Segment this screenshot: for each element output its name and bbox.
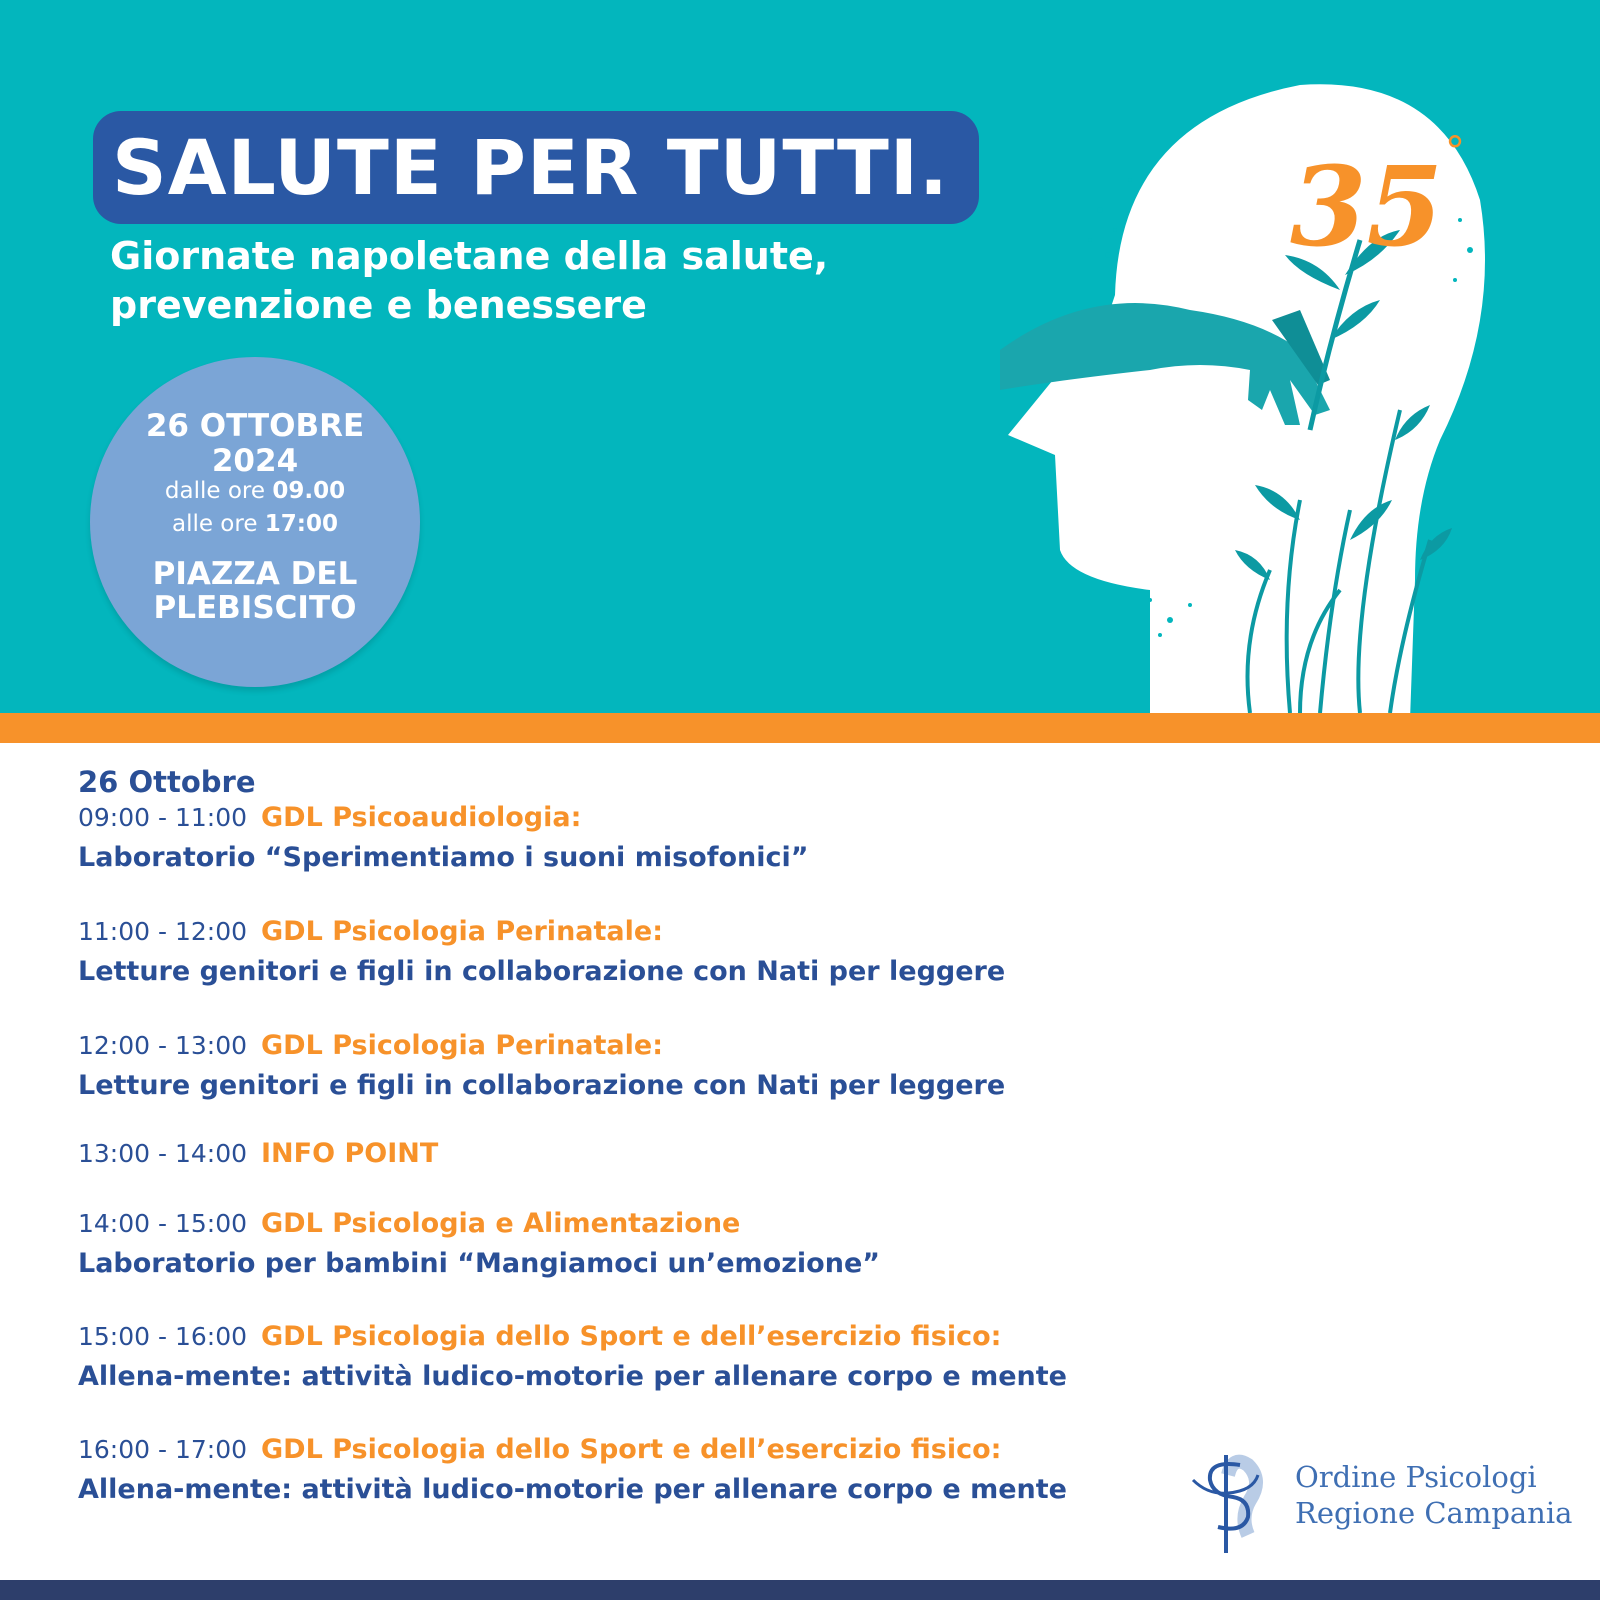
schedule-group: GDL Psicologia e Alimentazione	[261, 1208, 741, 1239]
schedule-time: 16:00 - 17:00	[78, 1435, 248, 1464]
schedule-item	[78, 800, 1198, 877]
logo-text	[1295, 1459, 1572, 1531]
schedule-time: 09:00 - 11:00	[78, 803, 248, 832]
schedule-time: 15:00 - 16:00	[78, 1322, 248, 1351]
event-place-line-2: PLEBISCITO	[153, 590, 357, 626]
orange-divider	[0, 713, 1600, 743]
schedule-item	[78, 1206, 1198, 1283]
subtitle	[110, 232, 930, 330]
event-end-time	[90, 510, 420, 538]
schedule-activity: Letture genitori e figli in collaborazione con Nati per leggere	[78, 1070, 1006, 1101]
event-date	[90, 409, 420, 479]
schedule-activity: Laboratorio per bambini “Mangiamoci un’emozione”	[78, 1248, 880, 1279]
schedule-item	[78, 1136, 1198, 1175]
subtitle-line-2: prevenzione e benessere	[110, 283, 647, 327]
logo-line-2: Regione Campania	[1295, 1496, 1573, 1530]
schedule-activity: Allena-mente: attività ludico-motorie per allenare corpo e mente	[78, 1474, 1067, 1505]
schedule-time: 13:00 - 14:00	[78, 1139, 248, 1168]
schedule-group: GDL Psicologia Perinatale:	[261, 1030, 663, 1061]
schedule-group: GDL Psicologia dello Sport e dell’esercizio fisico:	[261, 1434, 1002, 1465]
program-schedule	[78, 764, 1198, 1505]
event-date-line-2: 2024	[211, 443, 299, 479]
head-illustration	[1000, 80, 1560, 713]
schedule-group: INFO POINT	[261, 1138, 439, 1169]
start-time-value: 09.00	[272, 478, 346, 504]
schedule-group: GDL Psicoaudiologia:	[261, 802, 582, 833]
program-day: 26 Ottobre	[78, 765, 256, 799]
hero-banner	[0, 0, 1600, 713]
page-title: SALUTE PER TUTTI.	[112, 123, 949, 212]
event-place	[90, 557, 420, 625]
schedule-item	[78, 914, 1198, 991]
schedule-activity: Allena-mente: attività ludico-motorie per allenare corpo e mente	[78, 1361, 1067, 1392]
schedule-activity: Laboratorio “Sperimentiamo i suoni misofonici”	[78, 842, 809, 873]
event-info-badge	[90, 357, 420, 687]
schedule-group: GDL Psicologia dello Sport e dell’esercizio fisico:	[261, 1321, 1002, 1352]
event-place-line-1: PIAZZA DEL	[152, 556, 358, 592]
schedule-activity: Letture genitori e figli in collaborazione con Nati per leggere	[78, 956, 1006, 987]
event-date-line-1: 26 OTTOBRE	[145, 408, 365, 444]
schedule-time: 11:00 - 12:00	[78, 917, 248, 946]
footer-bar	[0, 1580, 1600, 1600]
schedule-item	[78, 1028, 1198, 1105]
start-label: dalle ore	[164, 478, 266, 504]
anniversary-number: 35	[1290, 142, 1444, 271]
schedule-group: GDL Psicologia Perinatale:	[261, 916, 663, 947]
logo-line-1: Ordine Psicologi	[1295, 1460, 1537, 1494]
schedule-item	[78, 1432, 1198, 1509]
subtitle-line-1: Giornate napoletane della salute,	[110, 234, 829, 278]
event-start-time	[90, 477, 420, 505]
anniversary-ordinal: °	[1445, 129, 1465, 175]
end-time-value: 17:00	[264, 511, 339, 537]
schedule-item	[78, 1319, 1198, 1396]
schedule-time: 12:00 - 13:00	[78, 1031, 248, 1060]
schedule-time: 14:00 - 15:00	[78, 1209, 248, 1238]
end-label: alle ore	[171, 511, 258, 537]
